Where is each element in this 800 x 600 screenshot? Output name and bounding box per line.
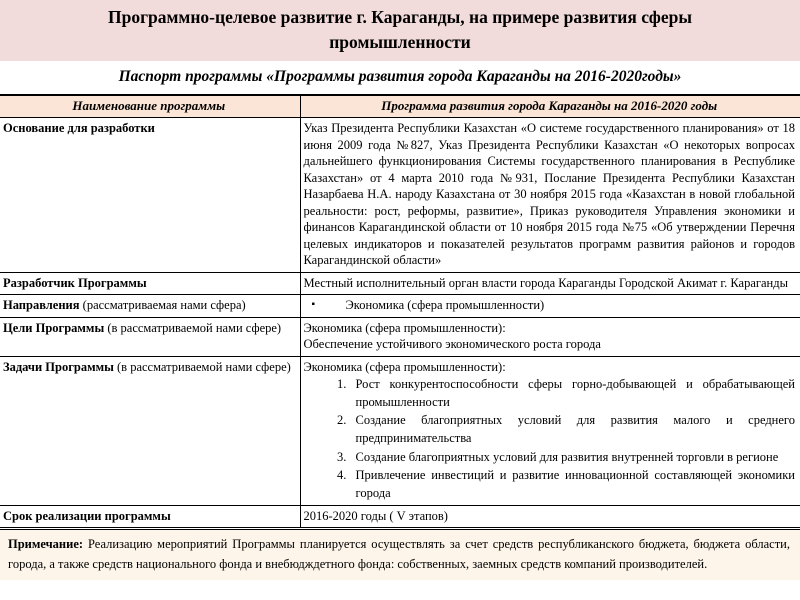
row-value-term: 2016-2020 годы ( V этапов) [300, 505, 800, 529]
task-item: 4. Привлечение инвестиций и развитие инновационной составляющей экономики города [350, 466, 796, 502]
row-label-tasks-note: (в рассматриваемой нами сфере) [113, 359, 291, 374]
header-program-title: Программа развития города Караганды на 2016-2020 годы [300, 95, 800, 118]
table-row [0, 317, 800, 356]
row-value-developer: Местный исполнительный орган власти города Караганды Городской Акимат г. Караганды [300, 272, 800, 295]
row-value-basis: Указ Президента Республики Казахстан «О системе государственного планирования» от 18 июня 2009 года №827, Указ Президента Республики Казахстан «О некоторых вопросах дальнейшего функционирования Системы государственного планирования в Республике Казахстан» от 4 марта 2010 года №931, Послание Президента Республики Казахстан Назарбаева Н.А. народу Казахстана от 30 ноября 2015 года «Казахстан в новой глобальной реальности: рост, реформы, развитие», Приказ руководителя Управления экономики и финансов Карагандинской области от 10 ноября 2015 года №75 «Об утверждении Перечня целевых индикаторов и показателей результатов программ развития районов и городов Карагандинской области» [300, 118, 800, 273]
row-value-directions [300, 295, 800, 318]
row-label-goals-note: (в рассматриваемой нами сфере) [104, 320, 282, 335]
row-label-developer: Разработчик Программы [0, 272, 300, 295]
footnote [0, 530, 800, 580]
row-label-tasks [0, 356, 300, 505]
task-item: 3. Создание благоприятных условий для развития внутренней торговли в регионе [350, 448, 796, 466]
header-program-name: Наименование программы [0, 95, 300, 118]
task-item: 2. Создание благоприятных условий для развития малого и среднего предпринимательства [350, 411, 796, 447]
table-header-row [0, 95, 800, 118]
row-label-term: Срок реализации программы [0, 505, 300, 529]
footnote-label: Примечание: [8, 537, 84, 552]
slide-subtitle: Паспорт программы «Программы развития города Караганды на 2016-2020годы» [118, 68, 682, 85]
row-label-tasks-bold: Задачи Программы [3, 359, 114, 374]
tasks-list [304, 375, 796, 502]
bullet-item-text: Экономика (сфера промышленности) [345, 298, 545, 312]
table-row [0, 356, 800, 505]
row-label-basis: Основание для разработки [0, 118, 300, 273]
table-row [0, 505, 800, 529]
goals-line-1: Экономика (сфера промышленности): [303, 320, 506, 335]
table-row [0, 272, 800, 295]
square-bullet-icon: ▪ [311, 299, 316, 310]
row-label-directions-note: (рассматриваемая нами сфера) [79, 298, 246, 312]
footnote-text: Реализацию мероприятий Программы планируется осуществлять за счет средств республиканского бюджета, бюджета области, города, а также средств национального фонда и внебюдждетного фонда: собственных, заемных средств компаний производителей. [8, 537, 790, 571]
program-passport-table [0, 94, 800, 530]
row-value-goals [300, 317, 800, 356]
row-value-tasks [300, 356, 800, 505]
tasks-intro: Экономика (сфера промышленности): [303, 359, 506, 374]
row-label-directions [0, 295, 300, 318]
table-row [0, 295, 800, 318]
slide-title: Программно-целевое развитие г. Караганды, на примере развития сферы промышленности [0, 0, 800, 61]
row-label-goals-bold: Цели Программы [3, 320, 105, 335]
row-label-goals [0, 317, 300, 356]
task-item: 1. Рост конкурентоспособности сферы горно-добывающей и обрабатывающей промышленности [350, 375, 796, 411]
bullet-item [304, 297, 796, 314]
row-label-directions-bold: Направления [3, 298, 80, 312]
goals-line-2: Обеспечение устойчивого экономического роста города [303, 337, 601, 351]
table-row [0, 118, 800, 273]
